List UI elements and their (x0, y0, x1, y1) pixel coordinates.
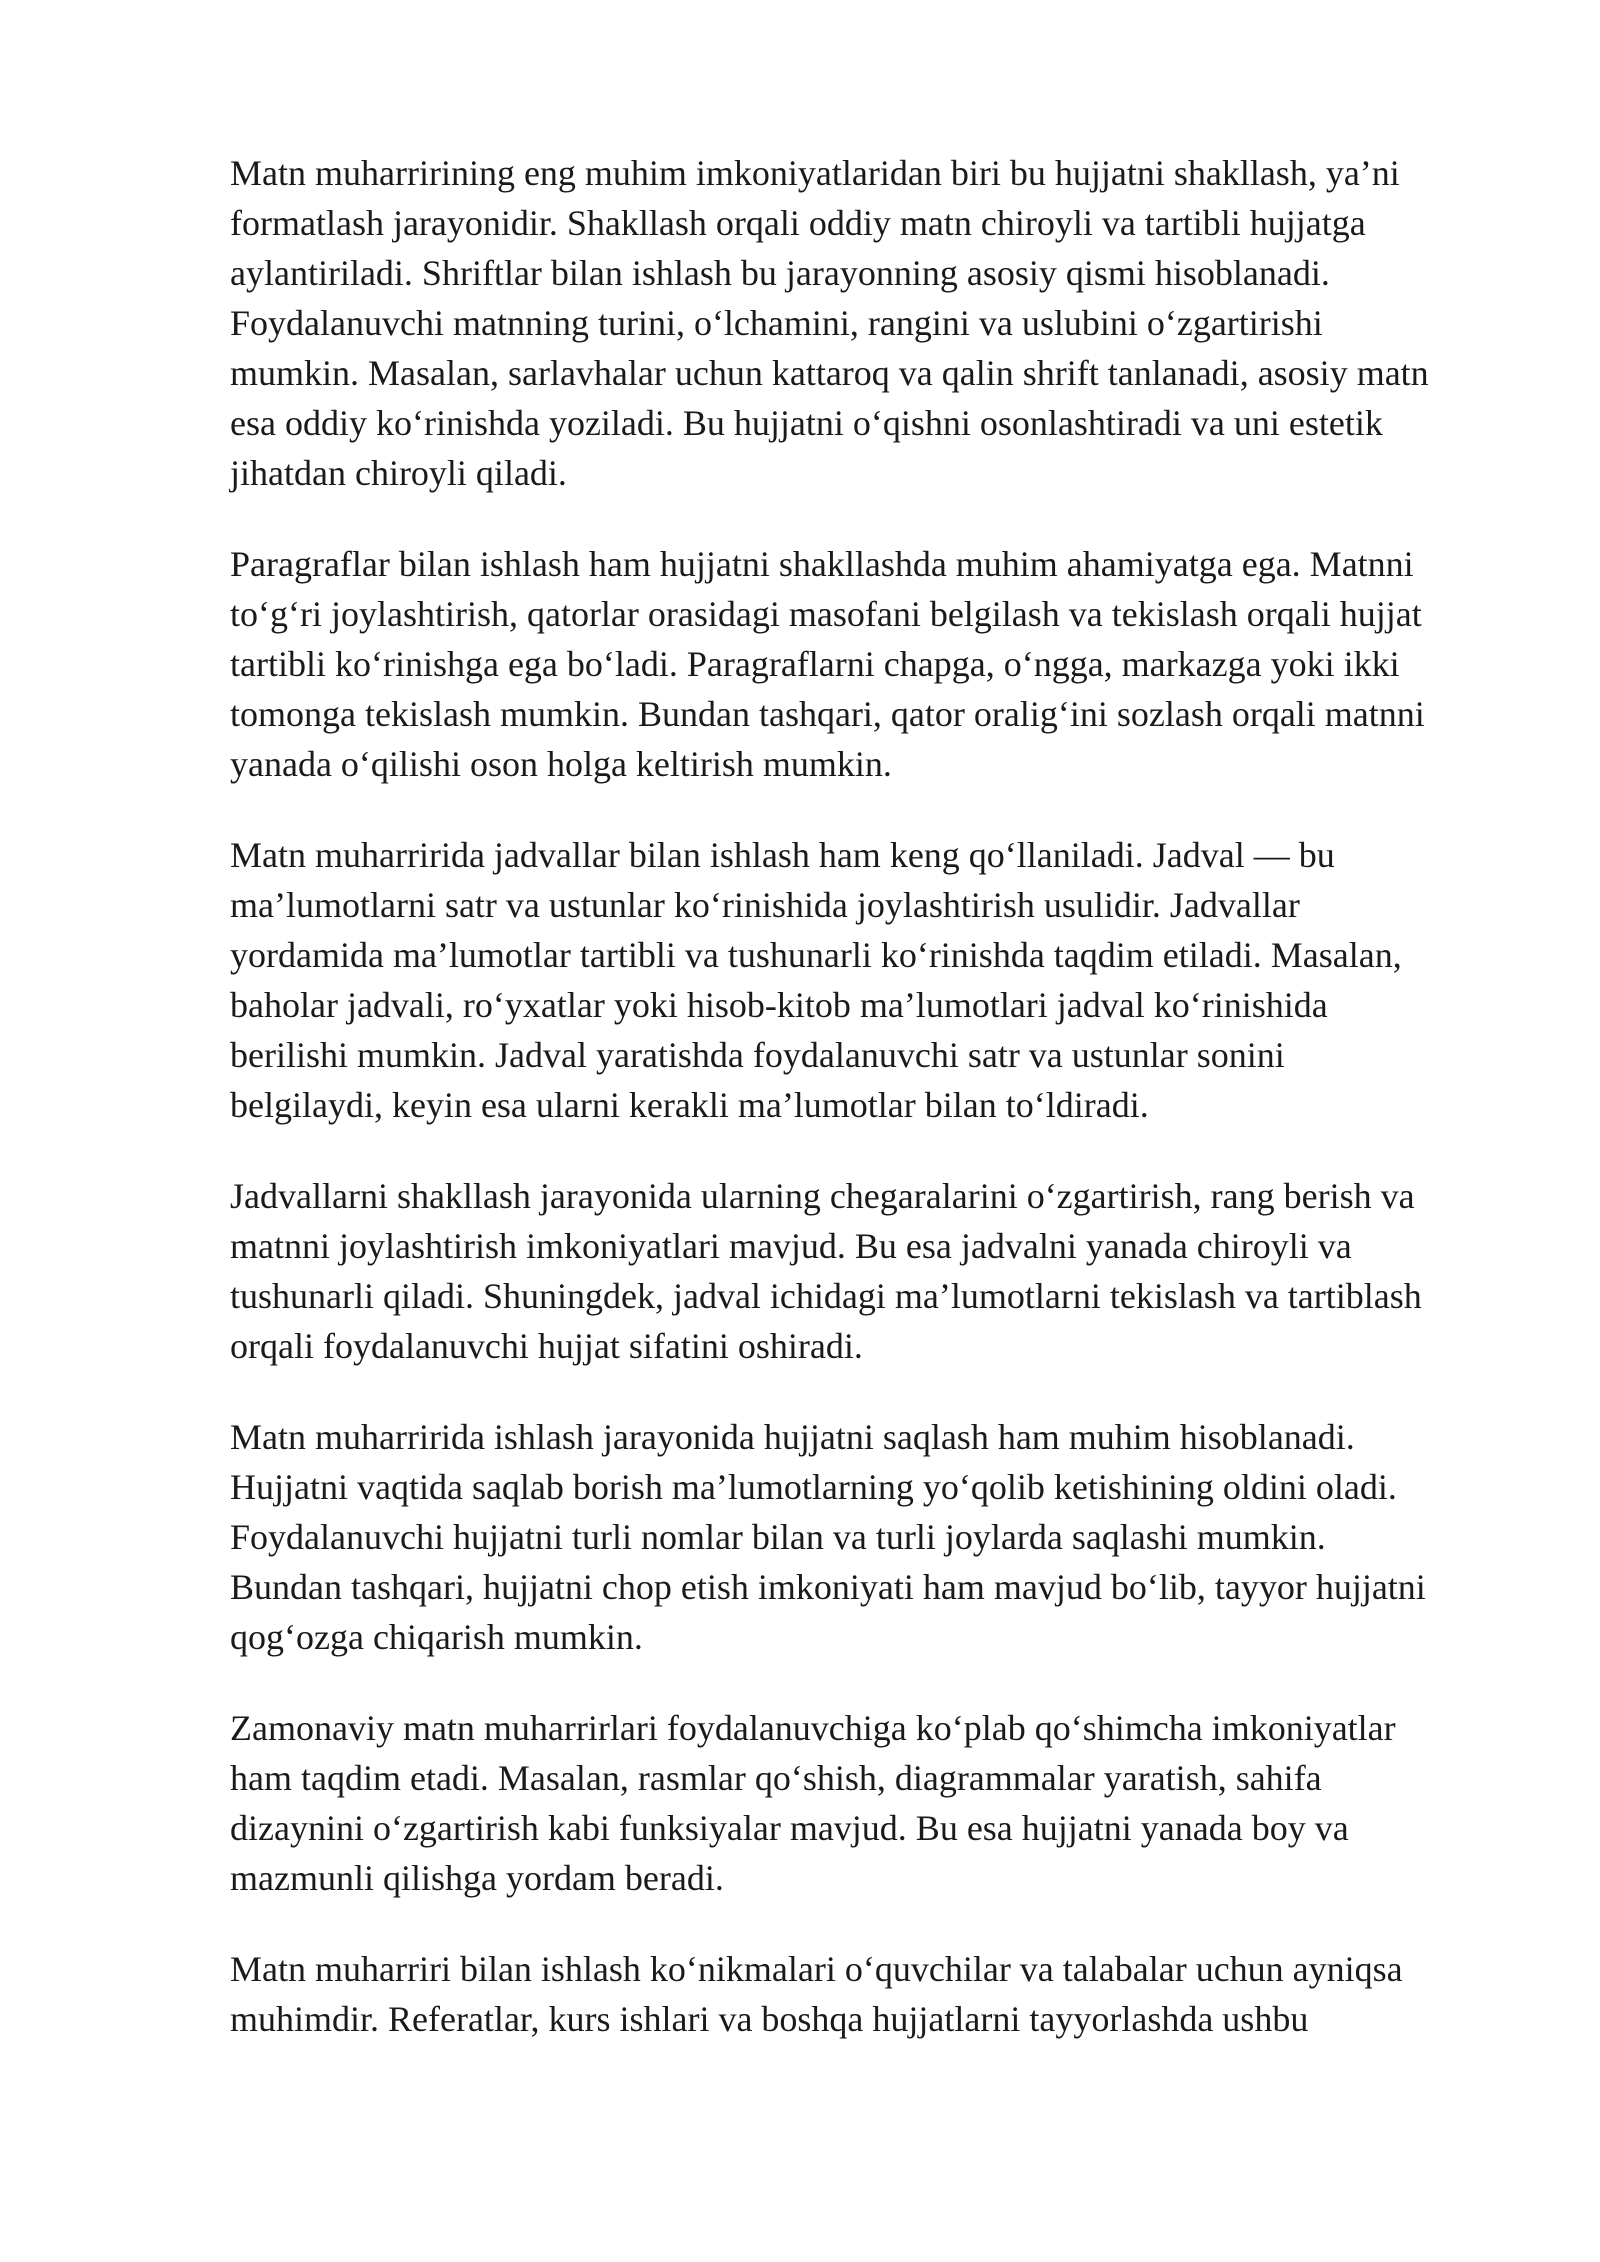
text-line: tomonga tekislash mumkin. Bundan tashqari, qator oralig‘ini sozlash orqali matnni (230, 694, 1425, 734)
text-line: Jadvallarni shakllash jarayonida ularning chegaralarini o‘zgartirish, rang berish va (230, 1176, 1415, 1216)
text-line: baholar jadvali, ro‘yxatlar yoki hisob-kitob ma’lumotlari jadval ko‘rinishida (230, 985, 1328, 1025)
paragraph-7 (230, 1944, 1510, 2044)
paragraph-5 (230, 1412, 1510, 1662)
text-line: Matn muharririda jadvallar bilan ishlash ham keng qo‘llaniladi. Jadval — bu (230, 835, 1335, 875)
paragraph-4 (230, 1171, 1510, 1371)
text-line: Foydalanuvchi matnning turini, o‘lchamini, rangini va uslubini o‘zgartirishi (230, 303, 1323, 343)
paragraph-3 (230, 830, 1510, 1130)
text-line: Matn muharririning eng muhim imkoniyatlaridan biri bu hujjatni shakllash, ya’ni (230, 153, 1400, 193)
text-line: ma’lumotlarni satr va ustunlar ko‘rinishida joylashtirish usulidir. Jadvallar (230, 885, 1300, 925)
text-line: ham taqdim etadi. Masalan, rasmlar qo‘shish, diagrammalar yaratish, sahifa (230, 1758, 1322, 1798)
text-line: berilishi mumkin. Jadval yaratishda foydalanuvchi satr va ustunlar sonini (230, 1035, 1285, 1075)
text-line: belgilaydi, keyin esa ularni kerakli ma’lumotlar bilan to‘ldiradi. (230, 1085, 1149, 1125)
paragraph-2 (230, 539, 1510, 789)
text-line: Bundan tashqari, hujjatni chop etish imkoniyati ham mavjud bo‘lib, tayyor hujjatni (230, 1567, 1426, 1607)
text-line: matnni joylashtirish imkoniyatlari mavjud. Bu esa jadvalni yanada chiroyli va (230, 1226, 1352, 1266)
text-line: muhimdir. Referatlar, kurs ishlari va boshqa hujjatlarni tayyorlashda ushbu (230, 1999, 1309, 2039)
paragraph-1 (230, 148, 1510, 498)
document-body (230, 148, 1510, 2085)
text-line: mazmunli qilishga yordam beradi. (230, 1858, 724, 1898)
text-line: jihatdan chiroyli qiladi. (230, 453, 567, 493)
text-line: esa oddiy ko‘rinishda yoziladi. Bu hujjatni o‘qishni osonlashtiradi va uni estetik (230, 403, 1383, 443)
text-line: Paragraflar bilan ishlash ham hujjatni shakllashda muhim ahamiyatga ega. Matnni (230, 544, 1414, 584)
text-line: tartibli ko‘rinishga ega bo‘ladi. Paragraflarni chapga, o‘ngga, markazga yoki ikki (230, 644, 1400, 684)
text-line: mumkin. Masalan, sarlavhalar uchun kattaroq va qalin shrift tanlanadi, asosiy matn (230, 353, 1429, 393)
text-line: Zamonaviy matn muharrirlari foydalanuvchiga ko‘plab qo‘shimcha imkoniyatlar (230, 1708, 1396, 1748)
text-line: Matn muharririda ishlash jarayonida hujjatni saqlash ham muhim hisoblanadi. (230, 1417, 1355, 1457)
text-line: Foydalanuvchi hujjatni turli nomlar bilan va turli joylarda saqlashi mumkin. (230, 1517, 1326, 1557)
text-line: to‘g‘ri joylashtirish, qatorlar orasidagi masofani belgilash va tekislash orqali hujjat (230, 594, 1422, 634)
text-line: aylantiriladi. Shriftlar bilan ishlash bu jarayonning asosiy qismi hisoblanadi. (230, 253, 1330, 293)
text-line: orqali foydalanuvchi hujjat sifatini oshiradi. (230, 1326, 863, 1366)
paragraph-6 (230, 1703, 1510, 1903)
text-line: dizaynini o‘zgartirish kabi funksiyalar mavjud. Bu esa hujjatni yanada boy va (230, 1808, 1349, 1848)
text-line: yanada o‘qilishi oson holga keltirish mumkin. (230, 744, 892, 784)
text-line: formatlash jarayonidir. Shakllash orqali oddiy matn chiroyli va tartibli hujjatga (230, 203, 1366, 243)
text-line: Matn muharriri bilan ishlash ko‘nikmalari o‘quvchilar va talabalar uchun ayniqsa (230, 1949, 1403, 1989)
text-line: qog‘ozga chiqarish mumkin. (230, 1617, 643, 1657)
text-line: Hujjatni vaqtida saqlab borish ma’lumotlarning yo‘qolib ketishining oldini oladi. (230, 1467, 1397, 1507)
text-line: tushunarli qiladi. Shuningdek, jadval ichidagi ma’lumotlarni tekislash va tartiblash (230, 1276, 1422, 1316)
text-line: yordamida ma’lumotlar tartibli va tushunarli ko‘rinishda taqdim etiladi. Masalan, (230, 935, 1402, 975)
